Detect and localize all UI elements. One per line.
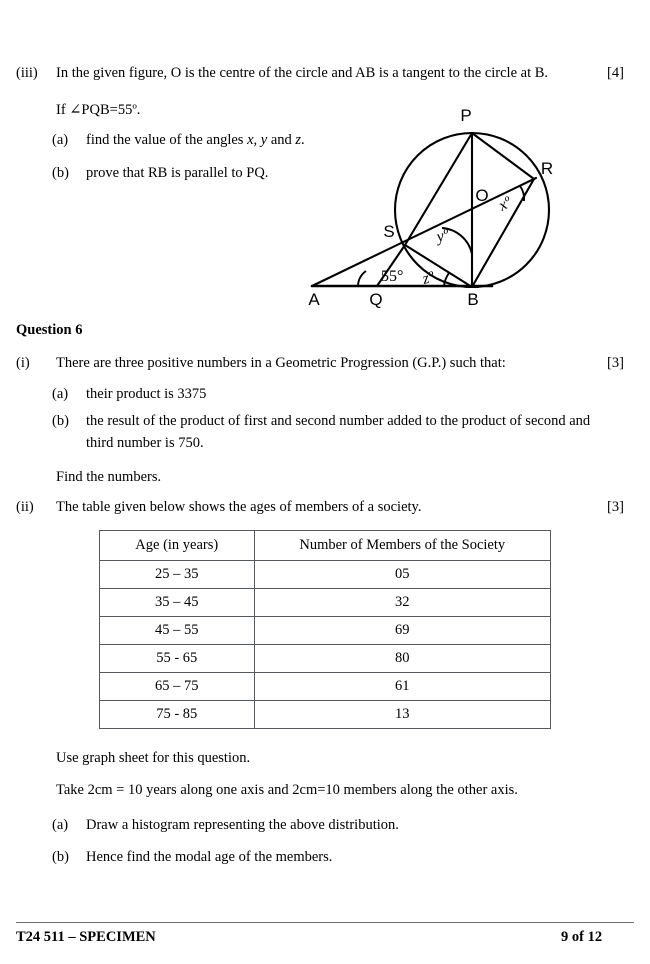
- table-header-members: Number of Members of the Society: [254, 531, 550, 561]
- cell-age-range: 35 – 45: [100, 589, 255, 617]
- marks-q5-iii: [4]: [607, 65, 624, 81]
- question-6-ii: [16, 497, 596, 519]
- marks-q6-ii: [3]: [607, 499, 624, 515]
- footer-page-number: 9 of 12: [561, 929, 603, 945]
- label-point-A: A: [308, 290, 320, 309]
- table-row: [100, 701, 551, 729]
- label-point-Q: Q: [369, 290, 383, 309]
- table-header-row: [100, 531, 551, 561]
- question-5-iii: [16, 63, 596, 85]
- scale-note: Take 2cm = 10 years along one axis and 2cm=10 members along the other axis.: [56, 782, 518, 798]
- cell-member-count: 61: [254, 673, 550, 701]
- label-point-R: R: [540, 159, 554, 178]
- question-6-i-a: [52, 384, 452, 406]
- iii-a-var-z: z: [295, 132, 302, 148]
- iii-a-sep-1: ,: [253, 132, 261, 148]
- cell-member-count: 32: [254, 589, 550, 617]
- cell-member-count: 05: [254, 561, 550, 589]
- arc-angle-55: [358, 271, 366, 286]
- marks-q6-i: [3]: [607, 355, 624, 371]
- item-label-ii: (ii): [16, 499, 34, 515]
- cell-member-count: 80: [254, 645, 550, 673]
- find-the-numbers: Find the numbers.: [56, 469, 162, 485]
- table-header-age: Age (in years): [100, 531, 255, 561]
- cell-age-range: 45 – 55: [100, 617, 255, 645]
- label-angle-55: 55°: [381, 268, 404, 285]
- item-label-ii-a: (a): [52, 817, 69, 833]
- label-point-S: S: [383, 222, 395, 241]
- footer-divider: [16, 922, 634, 923]
- figure-svg: [296, 104, 596, 319]
- iii-a-sep-2: and: [267, 132, 296, 148]
- label-angle-x: xº: [495, 193, 515, 215]
- table-row: [100, 561, 551, 589]
- iii-a-text-post: .: [301, 132, 305, 148]
- cell-member-count: 69: [254, 617, 550, 645]
- item-text-i: There are three positive numbers in a Geometric Progression (G.P.) such that:: [56, 355, 506, 371]
- item-text-iii: In the given figure, O is the centre of the circle and AB is a tangent to the circle at B.: [56, 65, 549, 81]
- question-6-i: [16, 353, 596, 375]
- iii-a-var-y: y: [260, 132, 268, 148]
- question-6-heading: Question 6: [16, 322, 83, 338]
- item-text-ii-a: Draw a histogram representing the above distribution.: [86, 817, 399, 833]
- given-angle-pqb: If ∠PQB=55º.: [56, 102, 141, 118]
- circle-tangent-figure: [296, 104, 596, 319]
- chord-SB: [405, 245, 472, 287]
- cell-age-range: 75 - 85: [100, 701, 255, 729]
- cell-age-range: 25 – 35: [100, 561, 255, 589]
- cell-age-range: 55 - 65: [100, 645, 255, 673]
- label-point-B: B: [467, 290, 479, 309]
- item-label-i-a: (a): [52, 386, 69, 402]
- table-row: [100, 617, 551, 645]
- cell-member-count: 13: [254, 701, 550, 729]
- label-point-O: O: [475, 186, 489, 205]
- table-row: [100, 673, 551, 701]
- question-6-ii-b: [52, 847, 522, 869]
- item-text-i-a: their product is 3375: [86, 386, 207, 402]
- question-6-i-b: [52, 411, 597, 455]
- table-body: [100, 531, 551, 729]
- item-label-iii-b: (b): [52, 165, 69, 181]
- question-6-ii-a: [52, 815, 522, 837]
- cell-age-range: 65 – 75: [100, 673, 255, 701]
- item-label-i: (i): [16, 355, 30, 371]
- item-label-i-b: (b): [52, 413, 69, 429]
- iii-a-var-x: x: [247, 132, 254, 148]
- item-text-iii-a: [86, 130, 305, 152]
- table-row: [100, 589, 551, 617]
- item-text-iii-b: prove that RB is parallel to PQ.: [86, 165, 269, 181]
- label-angle-y: yº: [434, 226, 451, 246]
- label-angle-z: zº: [420, 268, 436, 288]
- item-label-ii-b: (b): [52, 849, 69, 865]
- item-label-iii: (iii): [16, 65, 38, 81]
- item-label-iii-a: (a): [52, 132, 69, 148]
- item-text-i-b: the result of the product of first and second number added to the product of second and third number is 750.: [86, 413, 591, 451]
- age-distribution-table: [99, 530, 551, 729]
- footer-paper-code: T24 511 – SPECIMEN: [16, 929, 156, 945]
- item-text-ii-b: Hence find the modal age of the members.: [86, 849, 333, 865]
- table-row: [100, 645, 551, 673]
- label-point-P: P: [460, 106, 472, 125]
- iii-a-text-pre: find the value of the angles: [86, 132, 248, 148]
- graph-sheet-note: Use graph sheet for this question.: [56, 750, 251, 766]
- item-text-ii: The table given below shows the ages of members of a society.: [56, 499, 422, 515]
